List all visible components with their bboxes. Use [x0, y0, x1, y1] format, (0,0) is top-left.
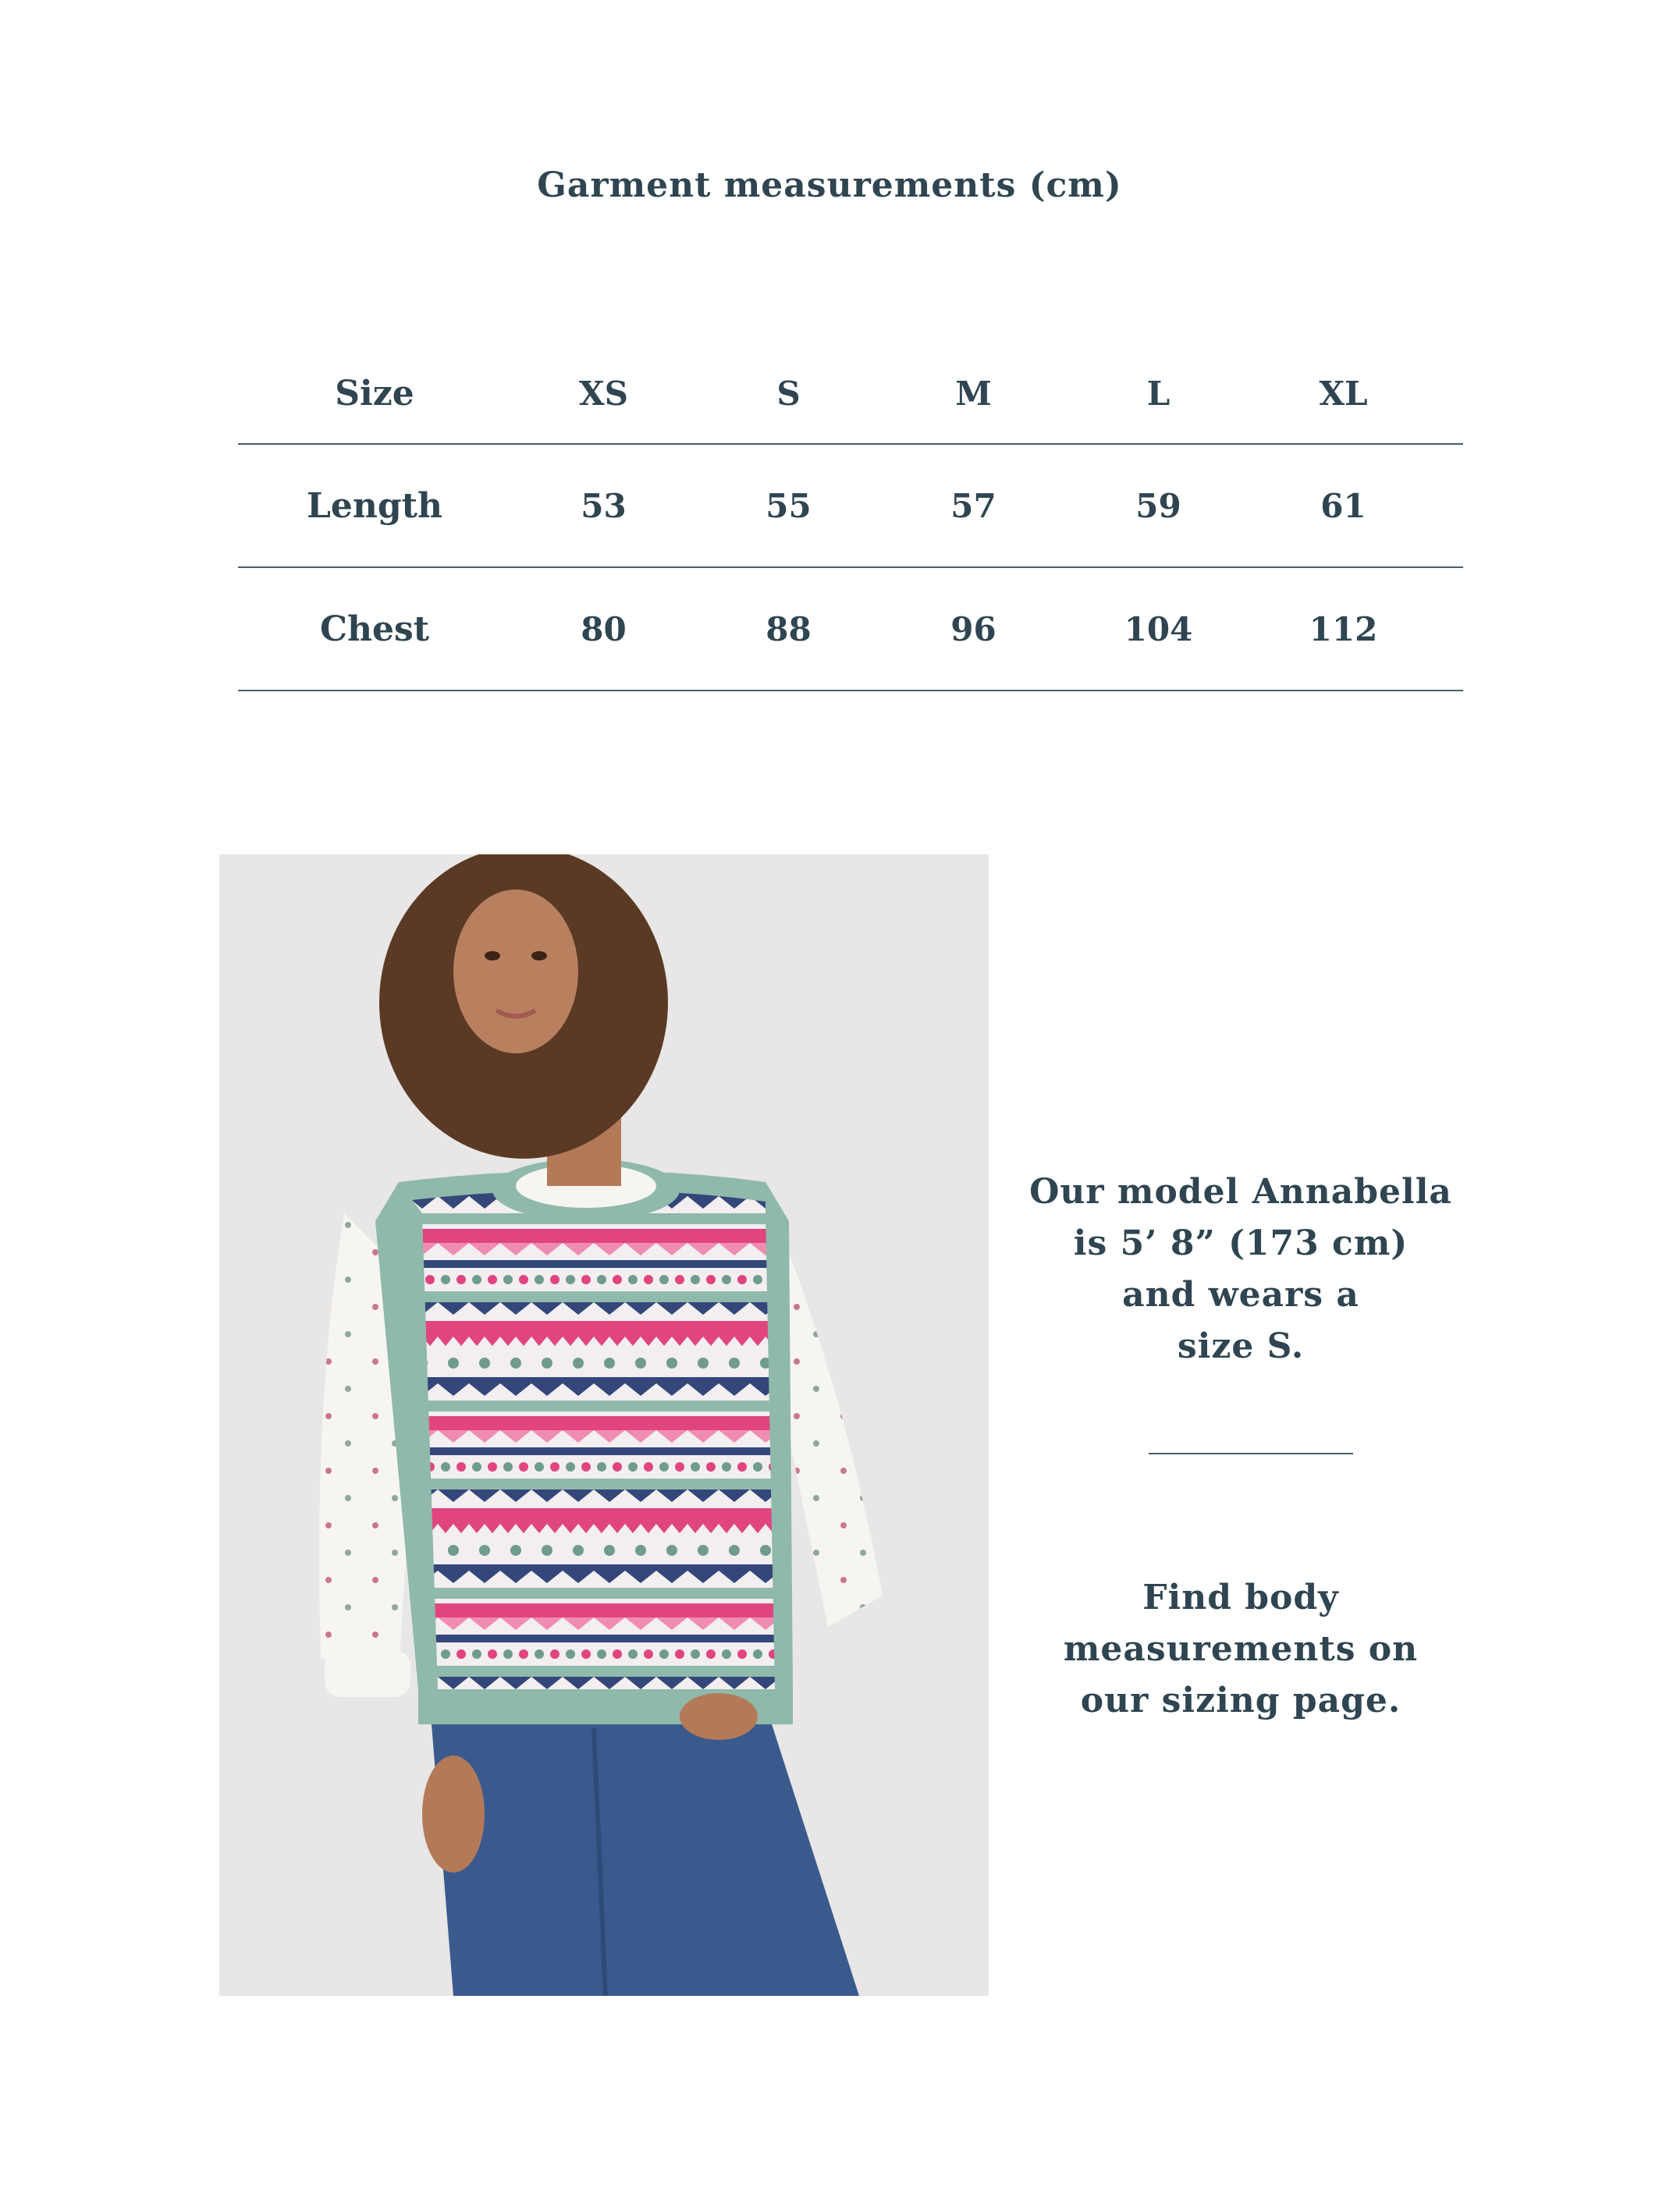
table-cell: 96: [950, 609, 996, 648]
table-header-row: [238, 343, 1463, 445]
sizing-page-text: [1014, 1572, 1467, 1727]
table-cell: 59: [1135, 486, 1181, 525]
model-info-line: Our model Annabella: [1029, 1172, 1452, 1212]
table-cell: 104: [1124, 609, 1193, 648]
header-size-s: S: [776, 374, 801, 413]
model-illustration: [219, 854, 989, 1996]
header-size-m: M: [955, 374, 992, 413]
header-size-xs: XS: [579, 374, 628, 413]
header-size-label: Size: [335, 373, 414, 414]
sizing-page-line: Find body: [1142, 1578, 1339, 1617]
table-cell: 57: [950, 486, 996, 525]
model-info-text: [1014, 1166, 1467, 1372]
model-info-line: size S.: [1177, 1326, 1305, 1366]
header-size-xl: XL: [1319, 374, 1368, 413]
model-info-line: is 5’ 8” (173 cm): [1073, 1223, 1409, 1263]
table-cell: 88: [766, 609, 812, 648]
table-cell: 53: [581, 486, 627, 525]
table-cell: 61: [1320, 486, 1366, 525]
size-table: [238, 343, 1463, 691]
table-row-length: [238, 445, 1463, 568]
row-label-chest: Chest: [319, 609, 430, 649]
divider: [1149, 1453, 1353, 1454]
sizing-page-line: measurements on: [1063, 1629, 1419, 1669]
row-label-length: Length: [306, 485, 442, 526]
table-cell: 80: [581, 609, 627, 648]
header-size-l: L: [1146, 374, 1171, 413]
sizing-page-line: our sizing page.: [1080, 1681, 1401, 1720]
table-cell: 112: [1309, 609, 1378, 648]
table-cell: 55: [766, 486, 812, 525]
model-info-line: and wears a: [1122, 1275, 1359, 1315]
page-title: Garment measurements (cm): [537, 165, 1122, 205]
model-photo: [219, 854, 989, 1996]
table-row-chest: [238, 568, 1463, 691]
